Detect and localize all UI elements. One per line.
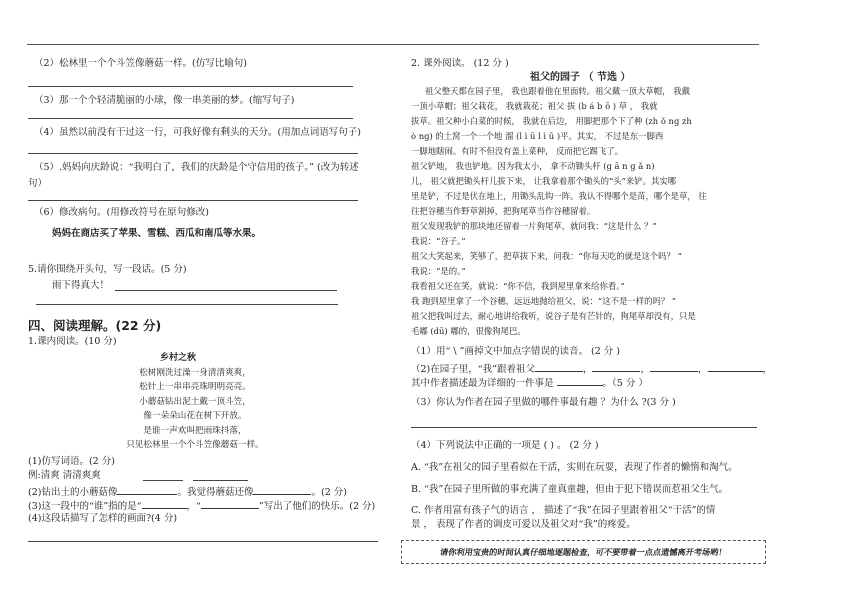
option-b[interactable]: B. “我”在园子里所做的事充满了童真童趣，但由于犯下错误而惹祖父生气。 (411, 484, 729, 495)
sub-question-1: (1)仿写词语。(2 分) (28, 456, 115, 467)
option-c-cont: 景 ， 表现了作者的调皮可爱以及祖父对“我”的疼爱。 (411, 519, 636, 530)
passage-line: 一顶小草帽；祖父栽花， 我就栽花；祖父 拔 (b á b ō ) 草 ， 我就 (411, 101, 658, 111)
answer-blank[interactable] (201, 499, 259, 509)
reminder-text: 请你利用宝贵的时间认真仔细地逐题检查，可不要带着一点点遗憾离开考场哟！ (439, 546, 728, 557)
option-a[interactable]: A. “我”在祖父的园子里看似在干活，实则在玩耍，表现了作者的懒惰和淘气。 (411, 462, 738, 473)
answer-blank[interactable] (142, 499, 187, 509)
sub-question-2-mid: 。我觉得蘑菇还像 (177, 487, 254, 498)
poem-line: 小蘑菇钻出泥土戴一顶斗笠， (139, 397, 251, 407)
sub-question-4: （4）下列说法中正确的一项是 ( ) 。 (2 分 ) (411, 440, 599, 451)
sub-question-2-score: 。（5 分 ） (602, 378, 648, 389)
passage-line: 祖父把我叫过去，耐心地讲给我听，说谷子是有芒针的，狗尾草却没有，只是 (411, 311, 696, 321)
answer-blank[interactable] (708, 362, 763, 372)
answer-line[interactable] (28, 118, 353, 119)
passage-line: 一脚地瞎闹。有时不但没有盖上菜种， 反而把它踢飞了。 (411, 146, 624, 156)
passage-line: 我 跑到屋里拿了一个谷穗，远远地抛给祖父，说：“这不是一样的吗？ ” (411, 296, 677, 306)
passage-line: 儿， 祖父就把锄头杆儿拔下来， 让我拿着那个锄头的“头”来铲。其实哪 (411, 176, 677, 186)
question-5: （5）.妈妈向庆龄说：“我明白了，我们的庆龄是个守信用的孩子。” (改为转述 (34, 162, 359, 173)
answer-blank[interactable] (557, 376, 603, 386)
passage-line: 里是铲，不过是伏在地上，用锄头乱钩一阵。我认不得哪个是苗，哪个是草， 往 (411, 191, 707, 201)
passage-line: 祖父整天都在园子里， 我也跟着他在里面转。祖父戴一顶大草帽， 我戴 (425, 86, 690, 96)
section-heading: 四、阅读理解。(22 分) (28, 318, 162, 333)
reading-2-title: 2. 课外阅读。 (12 分 ) (411, 58, 509, 69)
passage-line: ò ng) 的土窝一个一个地 溜 (l ì ū l ì ū )平。其实， 不过是东一脚西 (411, 131, 664, 141)
top-rule (27, 44, 759, 45)
question-5-cont: 句） (28, 178, 48, 189)
poem-line: 是谁一声欢叫把雨珠抖落， (143, 426, 247, 436)
passage-line: 祖父铲地， 我也铲地。因为我太小， 拿不动锄头杆 (g ā n g ǎ n) (411, 161, 655, 171)
answer-line[interactable] (411, 427, 757, 428)
answer-blank[interactable] (650, 362, 698, 372)
answer-blank[interactable] (535, 362, 583, 372)
passage-line: 我说：“是的。” (411, 266, 466, 276)
sub-question-1: （1）用“ \ ”画掉文中加点字错误的读音。 (2 分 ) (411, 346, 621, 357)
answer-line[interactable] (115, 290, 337, 291)
passage-line: 祖父发现我铲的那块地还留着一片狗尾草，就问我：“这是什么 ？” (411, 221, 657, 231)
reminder-box (401, 540, 766, 564)
passage-line: 拔草。祖父种小白菜的时候， 我就在后边， 用脚把那个下了种 (zh ǒ ng zh (411, 116, 692, 126)
passage-line: 毛嘟 (dū) 嘟的，很像狗尾巴。 (411, 326, 526, 336)
sub-question-3-end: ”写出了他们的快乐。(2 分) (258, 501, 376, 512)
poem-line: 只见松林里一个个斗笠像蘑菇一样。 (126, 440, 264, 450)
faulty-sentence: 妈妈在商店买了苹果、雪糕、西瓜和南瓜等水果。 (52, 228, 262, 239)
answer-line[interactable] (28, 86, 353, 87)
sub-question-2: （2)在园子里，“我”跟着祖父 (411, 364, 535, 375)
poem-title: 乡村之秋 (160, 353, 197, 363)
sub-question-2-cont: 其中作者描述最为详细的一件事是 (411, 378, 554, 389)
passage-line: 我看祖父还在笑，就说：“你不信，我到屋里拿来给你看。” (411, 281, 625, 291)
poem-line: 像一朵朵山花在树下开放。 (143, 411, 247, 421)
poem-line: 松树刚洗过澡一身清清爽爽， (139, 368, 251, 378)
answer-line[interactable] (28, 200, 358, 201)
answer-line[interactable] (36, 304, 338, 305)
answer-blank[interactable] (143, 480, 183, 481)
passage-title: 祖父的园子 （ 节选 ） (530, 72, 631, 83)
question-2: （2）松林里一个个斗笠像蘑菇一样。(仿写比喻句) (34, 58, 247, 69)
sub-question-4: (4)这段话描写了怎样的画面?(4 分) (28, 513, 178, 524)
answer-line[interactable] (28, 541, 378, 542)
option-c[interactable]: C. 作者用富有孩子气的语言 ， 描述了“我”在园子里跟着祖父“干活”的情 (411, 505, 716, 516)
sub-question-3: (3)这一段中的“谁”指的是“ (28, 501, 142, 512)
answer-blank[interactable] (193, 480, 248, 481)
question-3: （3）那一个个轻清脆丽的小球，像一串美丽的梦。(缩写句子) (34, 95, 295, 106)
writing-opener: 雨下得真大！ (52, 280, 110, 291)
sub-question-2-score: 。(2 分) (311, 487, 347, 498)
example-words: 例:清爽 清清爽爽 (28, 470, 101, 481)
sub-question-3-mid: ，“ (186, 501, 201, 512)
passage-line: 往把谷穗当作野草割掉，把狗尾草当作谷穗留着。 (411, 206, 596, 216)
passage (411, 84, 759, 339)
answer-blank[interactable] (253, 485, 311, 495)
answer-blank[interactable] (592, 362, 640, 372)
sub-question-2: (2)钻出土的小蘑菇像 (28, 487, 118, 498)
sub-question-3: （3）你认为作者在园子里做的哪件事最有趣 ？为什么 ?(3 分 ) (411, 397, 676, 408)
question-4: （4）虽然以前没有干过这一行，可我好像有剩头的天分。(用加点词语写句子) (34, 127, 361, 138)
passage-line: 祖父大笑起来，笑够了，把草拔下来，问我：“你每天吃的就是这个吗？ ” (411, 251, 682, 261)
poem-line: 松针上一串串亮珠明明亮亮。 (139, 382, 251, 392)
question-6: （6）修改病句。(用修改符号在原句修改) (34, 207, 209, 218)
reading-1-title: 1.课内阅读。(10 分) (28, 336, 117, 347)
answer-blank[interactable] (117, 485, 177, 495)
passage-line: 我说：“谷子。” (411, 236, 466, 246)
writing-task: 5.请你围绕开头句，写一段话。(5 分) (28, 264, 187, 275)
answer-line[interactable] (28, 153, 358, 154)
